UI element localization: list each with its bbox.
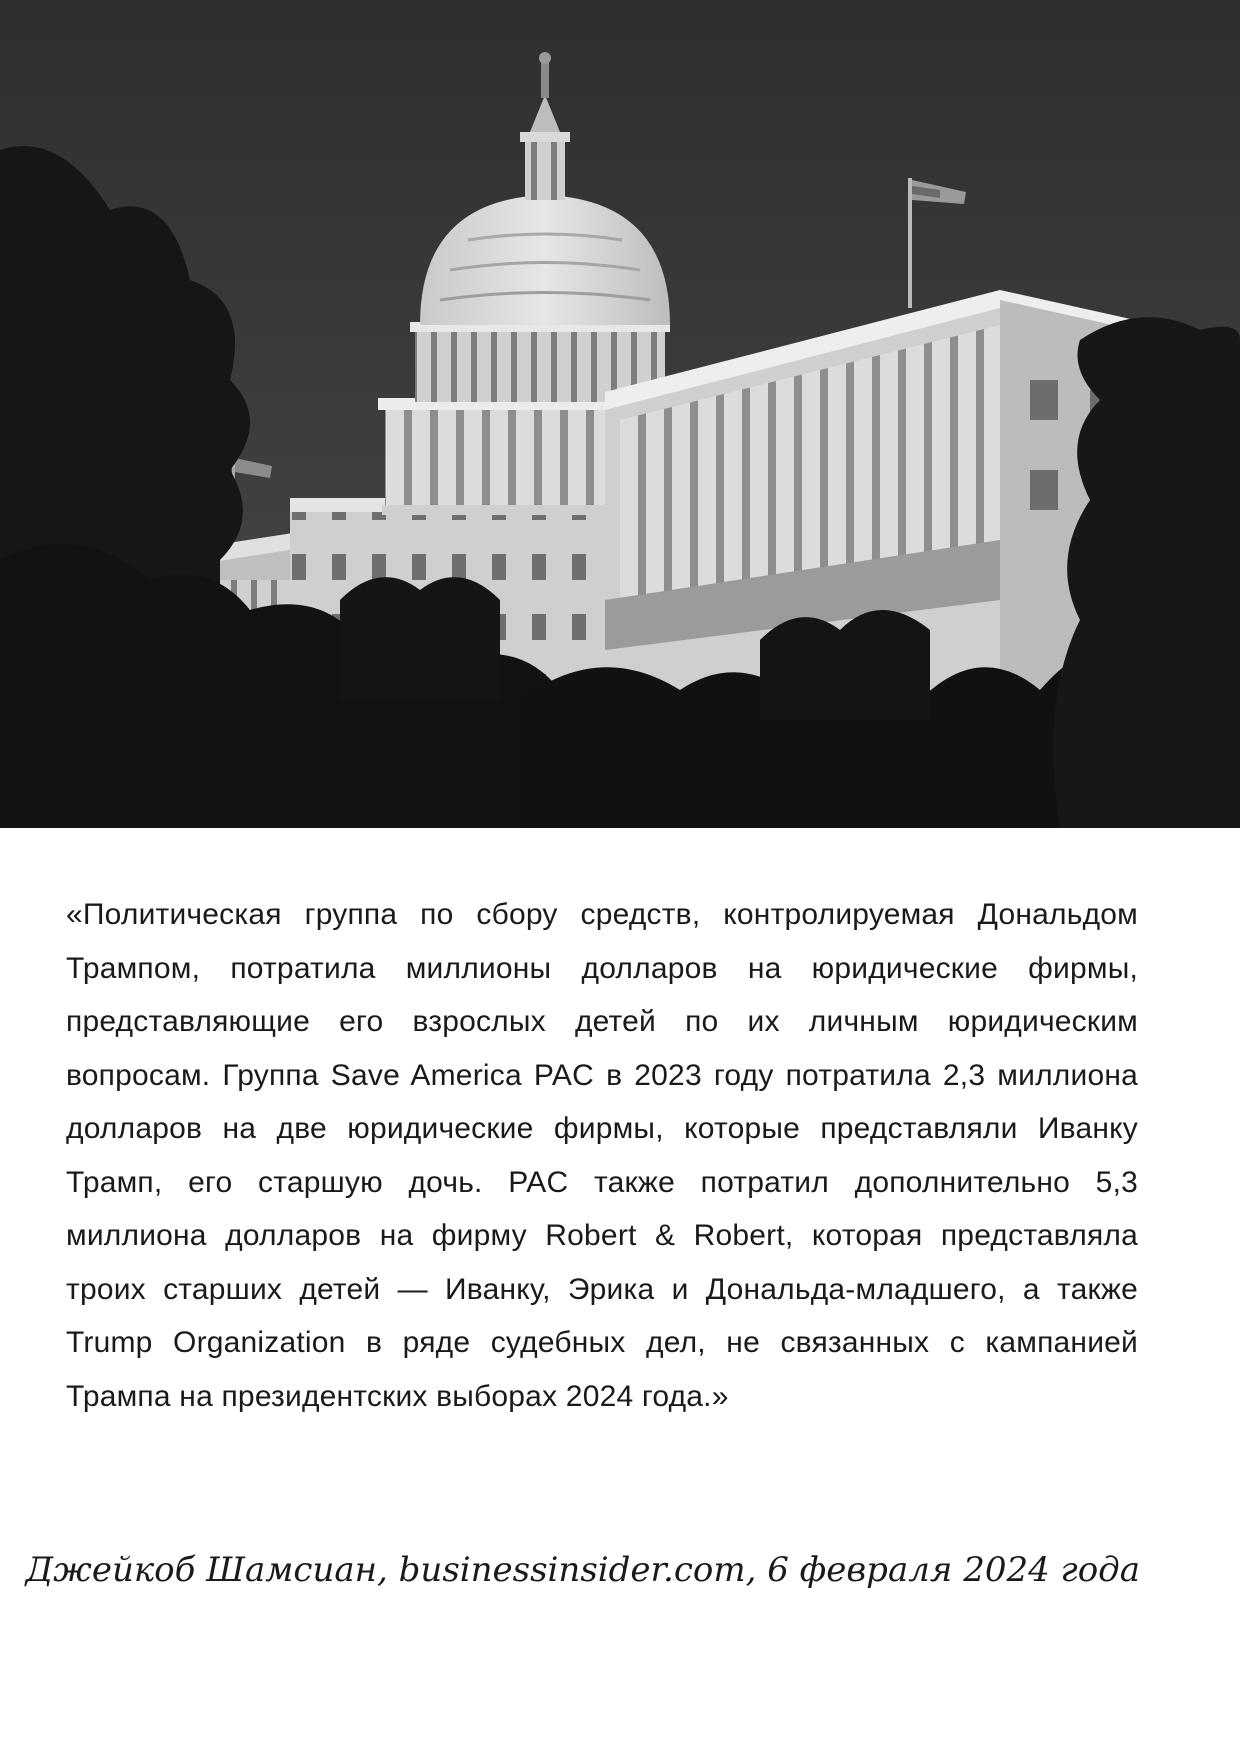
quote-text: «Политическая группа по сбору средств, контролируемая Дональдом Трампом, потратила миллионы долларов на юридические фирмы, представляющие его взрослых детей по их личным юридическим вопросам. Группа Save America PAC в 2023 году потратила 2,3 миллиона долларов на две юридические фирмы, которые представляли Иванку Трамп, его старшую дочь. PAC также потратил дополнительно 5,3 миллиона долларов на фирму Robert & Robert, которая представляла троих старших детей — Иванку, Эрика и Дональда-младшего, а также Trump Organization в ряде судебных дел, не связанных с кампанией Трампа на президентских выборах 2024 года.» xyxy=(66,898,1138,1413)
byline: Джейкоб Шамсиан, businessinsider.com, 6 февраля 2024 года xyxy=(25,1550,1140,1590)
capitol-building-icon xyxy=(0,0,1240,828)
hero-photo xyxy=(0,0,1240,828)
